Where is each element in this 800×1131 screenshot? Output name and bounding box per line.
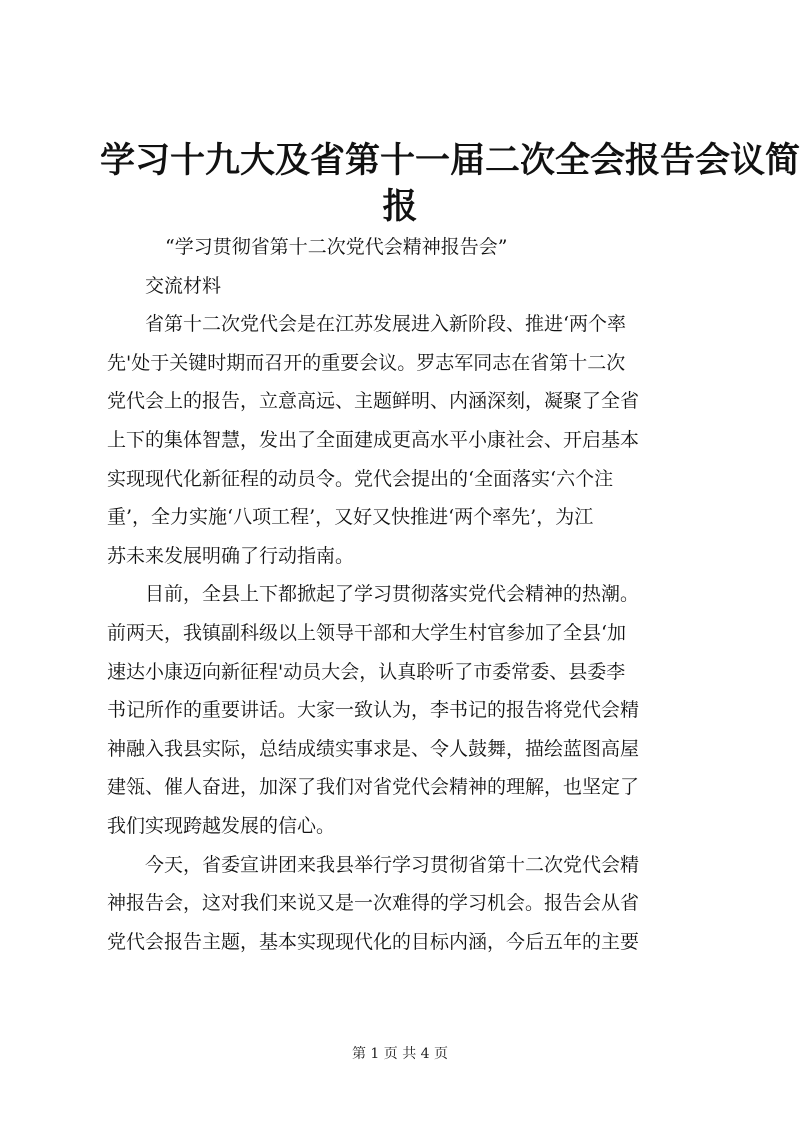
paragraph-3-line: 神报告会，这对我们来说又是一次难得的学习机会。报告会从省 [107, 892, 640, 915]
document-subtitle: “学习贯彻省第十二次党代会精神报告会” [165, 236, 508, 258]
page-indicator: 第 1 页 共 4 页 [351, 1046, 449, 1062]
paragraph-1-line: 党代会上的报告，立意高远、主题鲜明、内涵深刻，凝聚了全省 [107, 390, 640, 413]
title-line-2: 报 [382, 186, 418, 227]
section-label: 交流材料 [145, 274, 222, 297]
paragraph-2-line: 建瓴、催人奋进，加深了我们对省党代会精神的理解，也坚定了 [107, 776, 640, 799]
paragraph-3-line: 今天，省委宣讲团来我县举行学习贯彻省第十二次党代会精 [145, 853, 640, 876]
document-body [107, 228, 713, 961]
paragraph-3-line: 党代会报告主题，基本实现现代化的目标内涵，今后五年的主要 [107, 930, 640, 953]
paragraph-2-line: 速达小康迈向新征程'动员大会，认真聆听了市委常委、县委李 [107, 660, 626, 683]
paragraph-1-line: 重’，全力实施‘八项工程’，又好又快推进‘两个率先’，为江 [107, 506, 594, 529]
paragraph-1-line: 省第十二次党代会是在江苏发展进入新阶段、推进‘两个率 [145, 313, 627, 336]
paragraph-2-line: 神融入我县实际，总结成绩实事求是、令人鼓舞，描绘蓝图高屋 [107, 737, 640, 760]
paragraph-1-line: 先'处于关键时期而召开的重要会议。罗志军同志在省第十二次 [107, 351, 626, 374]
paragraph-1-line: 实现现代化新征程的动员令。党代会提出的‘全面落实‘六个注 [107, 467, 614, 490]
paragraph-1-line: 上下的集体智慧，发出了全面建成更高水平小康社会、开启基本 [107, 428, 640, 451]
paragraph-1-line: 苏未来发展明确了行动指南。 [107, 544, 355, 567]
title-line-1: 学习十九大及省第十一届二次全会报告会议简 [100, 140, 800, 181]
paragraph-2-line: 前两天，我镇副科级以上领导干部和大学生村官参加了全县‘加 [107, 621, 627, 644]
paragraph-2-line: 我们实现跨越发展的信心。 [107, 814, 336, 837]
document-title [100, 138, 800, 230]
paragraph-2-line: 书记所作的重要讲话。大家一致认为，李书记的报告将党代会精 [107, 699, 640, 722]
paragraph-2-line: 目前，全县上下都掀起了学习贯彻落实党代会精神的热潮。 [145, 583, 640, 606]
